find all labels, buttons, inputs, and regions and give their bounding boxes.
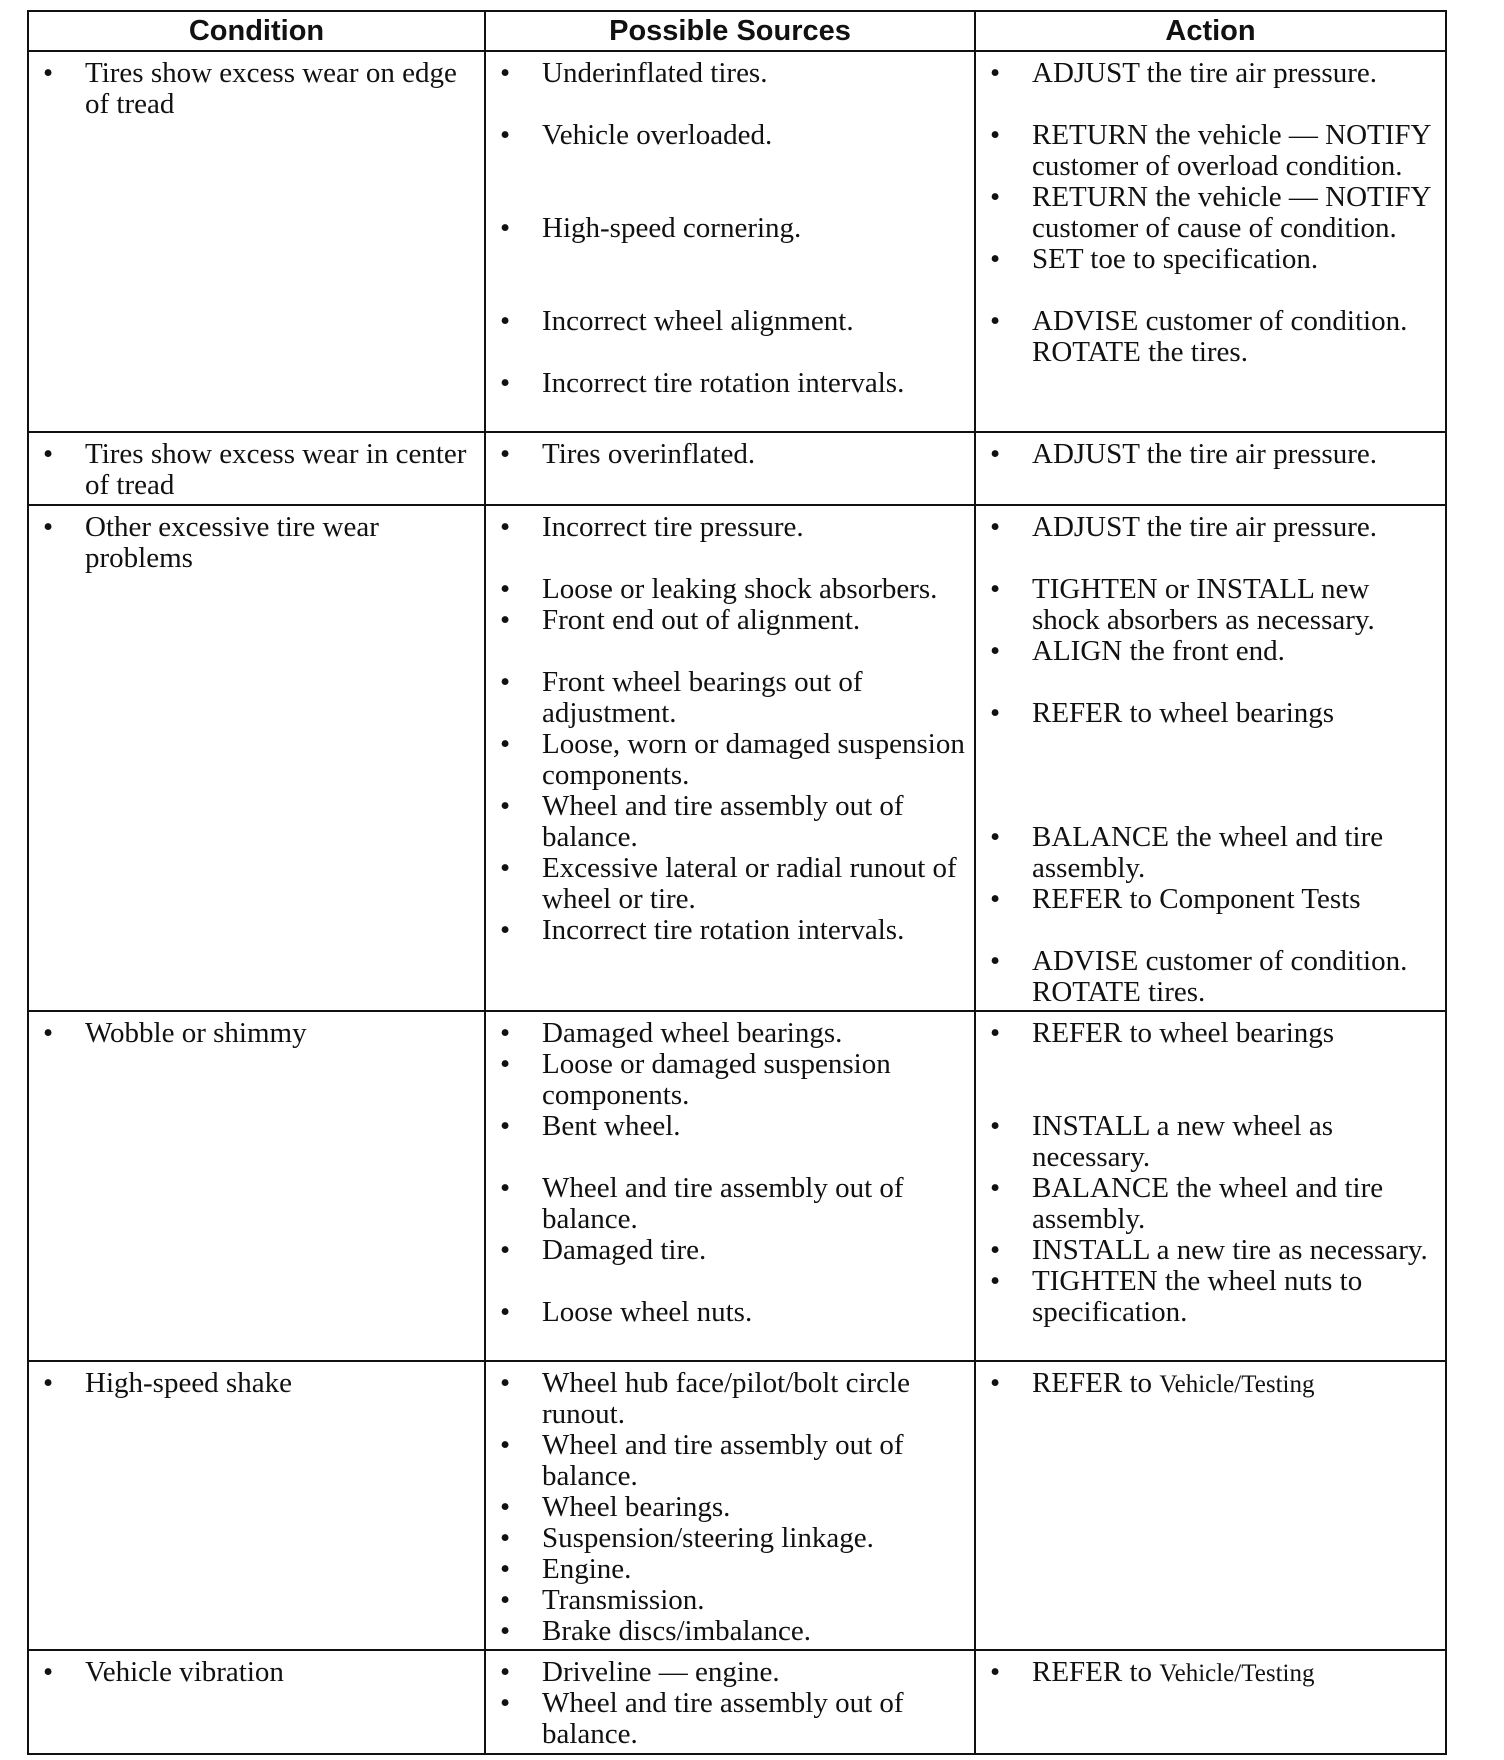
action-cell <box>975 1011 1446 1361</box>
bullet: • <box>500 1655 511 1688</box>
action-text: BALANCE the wheel and tire assembly. <box>1032 821 1384 885</box>
action-text: TIGHTEN the wheel nuts to specification. <box>1032 1264 1363 1328</box>
source-text: Excessive lateral or radial runout of wheel or tire. <box>542 852 957 916</box>
source-text: Transmission. <box>542 1583 705 1616</box>
source-item <box>494 1430 966 1492</box>
action-item <box>984 1111 1437 1173</box>
sources-cell <box>485 432 975 505</box>
action-text: ADVISE customer of condition. ROTATE the tires. <box>1032 305 1408 368</box>
source-item <box>494 729 966 791</box>
condition-cell <box>28 1361 485 1650</box>
bullet: • <box>990 883 1001 916</box>
bullet: • <box>500 1295 511 1328</box>
source-text: Damaged wheel bearings. <box>542 1016 843 1049</box>
source-text: High-speed cornering. <box>542 212 802 244</box>
bullet: • <box>500 1521 511 1554</box>
action-text: BALANCE the wheel and tire assembly. <box>1032 1171 1384 1235</box>
bullet: • <box>500 914 511 947</box>
condition-text: Tires show excess wear in center of tread <box>85 438 467 502</box>
source-text: Engine. <box>542 1552 632 1585</box>
action-text: TIGHTEN or INSTALL new shock absorbers as necessary. <box>1032 573 1375 637</box>
action-text-reference: Vehicle/Testing <box>1159 1370 1315 1398</box>
bullet: • <box>990 305 1001 337</box>
source-item <box>494 915 966 946</box>
sources-cell <box>485 51 975 432</box>
action-cell <box>975 505 1446 1010</box>
bullet: • <box>990 57 1001 89</box>
source-item <box>494 439 966 470</box>
source-text: Wheel hub face/pilot/bolt circle runout. <box>542 1366 910 1430</box>
source-text: Incorrect tire pressure. <box>542 511 804 544</box>
action-item <box>984 439 1437 470</box>
source-item <box>494 1235 966 1266</box>
bullet: • <box>990 1109 1001 1142</box>
action-text: ADJUST the tire air pressure. <box>1032 57 1377 89</box>
bullet: • <box>990 1016 1001 1049</box>
source-text: Loose or damaged suspension components. <box>542 1047 891 1111</box>
action-item <box>984 512 1437 543</box>
action-item <box>984 946 1437 1008</box>
condition-entry <box>37 439 476 501</box>
bullet: • <box>500 1047 511 1080</box>
source-text: Incorrect tire rotation intervals. <box>542 914 905 947</box>
condition-entry <box>37 1018 476 1049</box>
source-item <box>494 306 966 337</box>
bullet: • <box>500 305 511 337</box>
bullet: • <box>500 1614 511 1647</box>
source-text: Underinflated tires. <box>542 57 768 89</box>
bullet: • <box>990 181 1001 213</box>
bullet: • <box>500 1428 511 1461</box>
source-item <box>494 1492 966 1523</box>
condition-text: Other excessive tire wear problems <box>85 511 379 575</box>
condition-text: Wobble or shimmy <box>85 1016 307 1049</box>
source-text: Wheel bearings. <box>542 1490 731 1523</box>
source-text: Wheel and tire assembly out of balance. <box>542 1428 904 1492</box>
source-item <box>494 605 966 636</box>
bullet: • <box>500 212 511 244</box>
action-text-lead: REFER to <box>1032 1366 1160 1399</box>
table-row <box>28 1361 1446 1650</box>
source-item <box>494 512 966 543</box>
bullet: • <box>990 1171 1001 1204</box>
source-text: Loose, worn or damaged suspension components. <box>542 728 965 792</box>
condition-cell <box>28 505 485 1010</box>
source-text: Wheel and tire assembly out of balance. <box>542 790 904 854</box>
action-text: ADJUST the tire air pressure. <box>1032 511 1377 544</box>
action-item <box>984 884 1437 915</box>
condition-text: Tires show excess wear on edge of tread <box>85 57 457 120</box>
source-text: Wheel and tire assembly out of balance. <box>542 1171 904 1235</box>
source-text: Damaged tire. <box>542 1233 707 1266</box>
action-text: ADJUST the tire air pressure. <box>1032 438 1377 471</box>
sources-cell <box>485 1650 975 1754</box>
source-item <box>494 1049 966 1111</box>
header-condition: Condition <box>28 11 485 51</box>
action-item <box>984 574 1437 636</box>
troubleshooting-table <box>27 10 1447 1755</box>
bullet: • <box>990 1655 1001 1688</box>
bullet: • <box>990 1366 1001 1399</box>
action-item <box>984 182 1437 244</box>
source-text: Incorrect wheel alignment. <box>542 305 854 337</box>
bullet: • <box>500 1016 511 1049</box>
source-text: Front wheel bearings out of adjustment. <box>542 666 863 730</box>
action-text: REFER to wheel bearings <box>1032 697 1335 730</box>
bullet: • <box>500 1583 511 1616</box>
bullet: • <box>990 635 1001 668</box>
action-item <box>984 120 1437 182</box>
action-cell <box>975 1361 1446 1650</box>
source-item <box>494 1688 966 1750</box>
action-cell <box>975 1650 1446 1754</box>
source-item <box>494 853 966 915</box>
bullet: • <box>500 666 511 699</box>
condition-entry <box>37 1657 476 1688</box>
action-text: ALIGN the front end. <box>1032 635 1285 668</box>
source-text: Brake discs/imbalance. <box>542 1614 811 1647</box>
table-row <box>28 51 1446 432</box>
source-item <box>494 1657 966 1688</box>
source-text: Bent wheel. <box>542 1109 681 1142</box>
source-text: Suspension/steering linkage. <box>542 1521 874 1554</box>
source-item <box>494 1368 966 1430</box>
action-text: RETURN the vehicle — NOTIFY customer of overload condition. <box>1032 119 1431 182</box>
source-item <box>494 574 966 605</box>
action-text: RETURN the vehicle — NOTIFY customer of cause of condition. <box>1032 181 1431 244</box>
source-item <box>494 1297 966 1328</box>
bullet: • <box>990 438 1001 471</box>
source-item <box>494 1554 966 1585</box>
bullet: • <box>990 511 1001 544</box>
action-text: INSTALL a new tire as necessary. <box>1032 1233 1428 1266</box>
bullet: • <box>43 57 54 89</box>
source-text: Driveline — engine. <box>542 1655 780 1688</box>
sources-cell <box>485 505 975 1010</box>
bullet: • <box>990 1233 1001 1266</box>
source-text: Tires overinflated. <box>542 438 756 471</box>
table-row <box>28 1650 1446 1754</box>
action-item <box>984 1018 1437 1049</box>
condition-cell <box>28 1011 485 1361</box>
action-item <box>984 1657 1437 1689</box>
bullet: • <box>990 945 1001 978</box>
bullet: • <box>500 1490 511 1523</box>
condition-text: High-speed shake <box>85 1366 292 1399</box>
action-text: REFER to Component Tests <box>1032 883 1361 916</box>
source-text: Loose wheel nuts. <box>542 1295 753 1328</box>
action-text: SET toe to specification. <box>1032 243 1319 275</box>
bullet: • <box>43 1016 54 1049</box>
table-row <box>28 1011 1446 1361</box>
bullet: • <box>500 604 511 637</box>
bullet: • <box>500 119 511 151</box>
action-text-reference: Vehicle/Testing <box>1159 1659 1315 1687</box>
source-item <box>494 1111 966 1142</box>
source-item <box>494 120 966 151</box>
condition-entry <box>37 58 476 120</box>
source-item <box>494 1523 966 1554</box>
action-item <box>984 1368 1437 1400</box>
action-item <box>984 1235 1437 1266</box>
action-item <box>984 698 1437 729</box>
sources-cell <box>485 1361 975 1650</box>
condition-cell <box>28 51 485 432</box>
bullet: • <box>43 511 54 544</box>
bullet: • <box>500 1686 511 1719</box>
action-item <box>984 1266 1437 1328</box>
bullet: • <box>990 697 1001 730</box>
bullet: • <box>500 573 511 606</box>
condition-cell <box>28 432 485 505</box>
bullet: • <box>43 438 54 471</box>
bullet: • <box>500 1366 511 1399</box>
bullet: • <box>500 852 511 885</box>
action-cell <box>975 432 1446 505</box>
source-item <box>494 667 966 729</box>
source-item <box>494 1616 966 1647</box>
bullet: • <box>990 821 1001 854</box>
bullet: • <box>990 243 1001 275</box>
bullet: • <box>500 790 511 823</box>
bullet: • <box>500 511 511 544</box>
source-text: Vehicle overloaded. <box>542 119 773 151</box>
bullet: • <box>990 573 1001 606</box>
source-item <box>494 213 966 244</box>
bullet: • <box>43 1655 54 1688</box>
action-item <box>984 1173 1437 1235</box>
action-item <box>984 58 1437 89</box>
action-item <box>984 306 1437 368</box>
source-item <box>494 368 966 399</box>
action-item <box>984 244 1437 275</box>
sources-cell <box>485 1011 975 1361</box>
source-text: Incorrect tire rotation intervals. <box>542 367 905 399</box>
action-text: REFER to wheel bearings <box>1032 1016 1335 1049</box>
source-item <box>494 1173 966 1235</box>
condition-text: Vehicle vibration <box>85 1655 284 1688</box>
header-action: Action <box>975 11 1446 51</box>
bullet: • <box>500 438 511 471</box>
action-text: INSTALL a new wheel as necessary. <box>1032 1109 1334 1173</box>
source-text: Wheel and tire assembly out of balance. <box>542 1686 904 1750</box>
bullet: • <box>500 1171 511 1204</box>
bullet: • <box>500 367 511 399</box>
action-item <box>984 822 1437 884</box>
source-item <box>494 791 966 853</box>
action-text: ADVISE customer of condition. ROTATE tires. <box>1032 945 1408 1009</box>
condition-entry <box>37 1368 476 1399</box>
source-item <box>494 1018 966 1049</box>
action-item <box>984 636 1437 667</box>
source-item <box>494 58 966 89</box>
bullet: • <box>500 57 511 89</box>
action-cell <box>975 51 1446 432</box>
header-possible-sources: Possible Sources <box>485 11 975 51</box>
bullet: • <box>990 1264 1001 1297</box>
source-text: Loose or leaking shock absorbers. <box>542 573 938 606</box>
condition-entry <box>37 512 476 574</box>
bullet: • <box>43 1366 54 1399</box>
header-row <box>28 11 1446 51</box>
action-text-lead: REFER to <box>1032 1655 1160 1688</box>
bullet: • <box>500 728 511 761</box>
condition-cell <box>28 1650 485 1754</box>
source-text: Front end out of alignment. <box>542 604 861 637</box>
table-row <box>28 505 1446 1010</box>
bullet: • <box>990 119 1001 151</box>
source-item <box>494 1585 966 1616</box>
table-row <box>28 432 1446 505</box>
bullet: • <box>500 1233 511 1266</box>
bullet: • <box>500 1552 511 1585</box>
bullet: • <box>500 1109 511 1142</box>
